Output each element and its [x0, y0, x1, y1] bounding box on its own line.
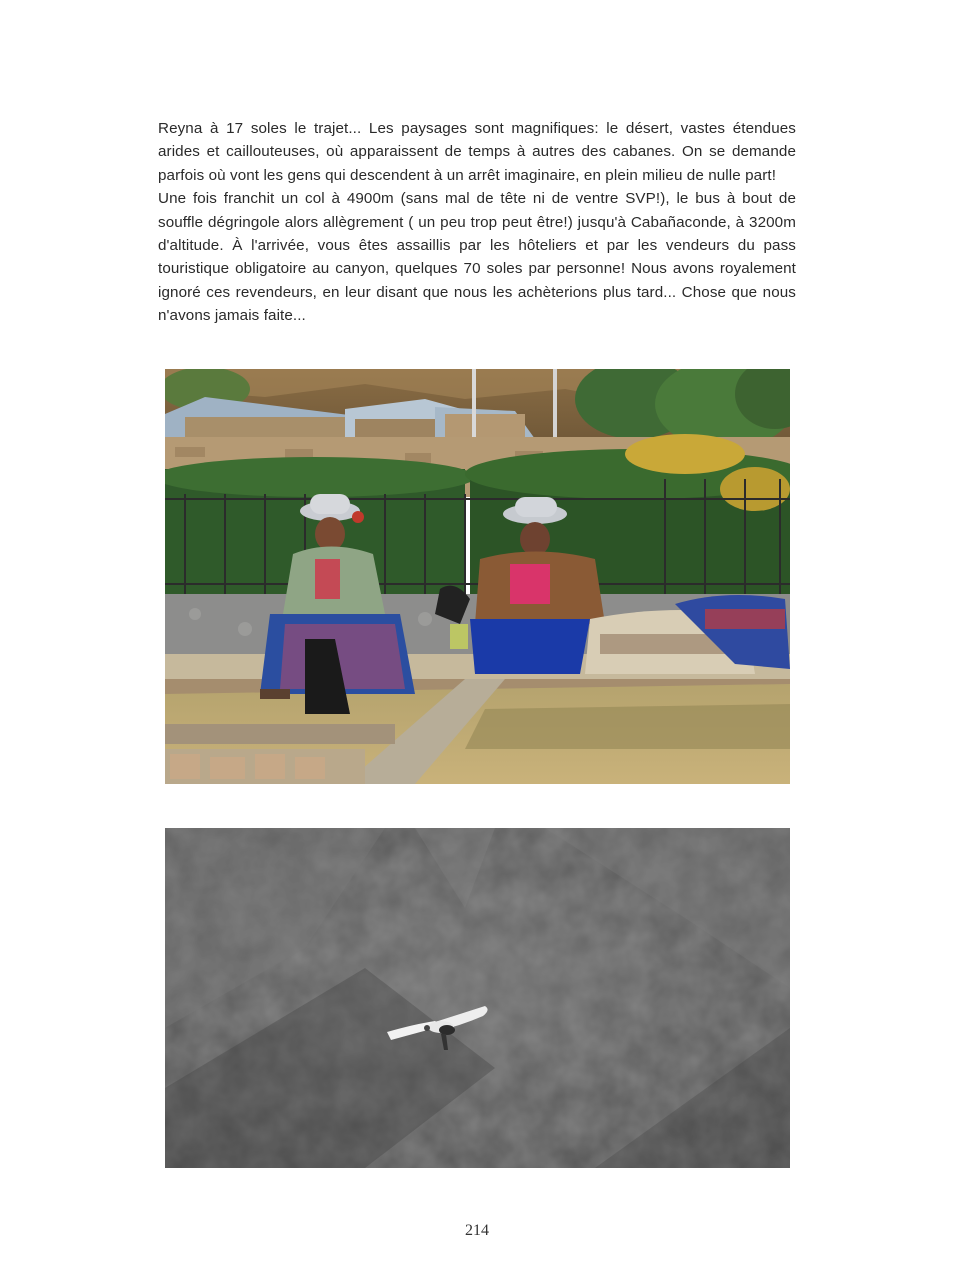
body-text: [158, 117, 796, 328]
paragraph-2: Une fois franchit un col à 4900m (sans mal de tête ni de ventre SVP!), le bus à bout de souffle dégringole alors allègrement ( un peu trop peut être!) jusqu'à Cabañaconde, à 3200m d'altitude. À l'arrivée, vous êtes assaillis par les hôteliers et par les vendeurs du pass touristique obligatoire au canyon, quelques 70 soles par personne! Nous avons royalement ignoré ces revendeurs, en leur disant que nous les achèterions plus tard... Chose que nous n'avons jamais faite...: [158, 190, 796, 325]
photo-women-sitting: [165, 369, 790, 784]
photo-condor-flying: [165, 828, 790, 1168]
page-number: 214: [465, 1222, 489, 1239]
paragraph-1: Reyna à 17 soles le trajet... Les paysages sont magnifiques: le désert, vastes étendues arides et caillouteuses, où apparaissent de temps à autres des cabanes. On se demande parfois où vont les gens qui descendent à un arrêt imaginaire, en plein milieu de nulle part!: [158, 120, 796, 184]
